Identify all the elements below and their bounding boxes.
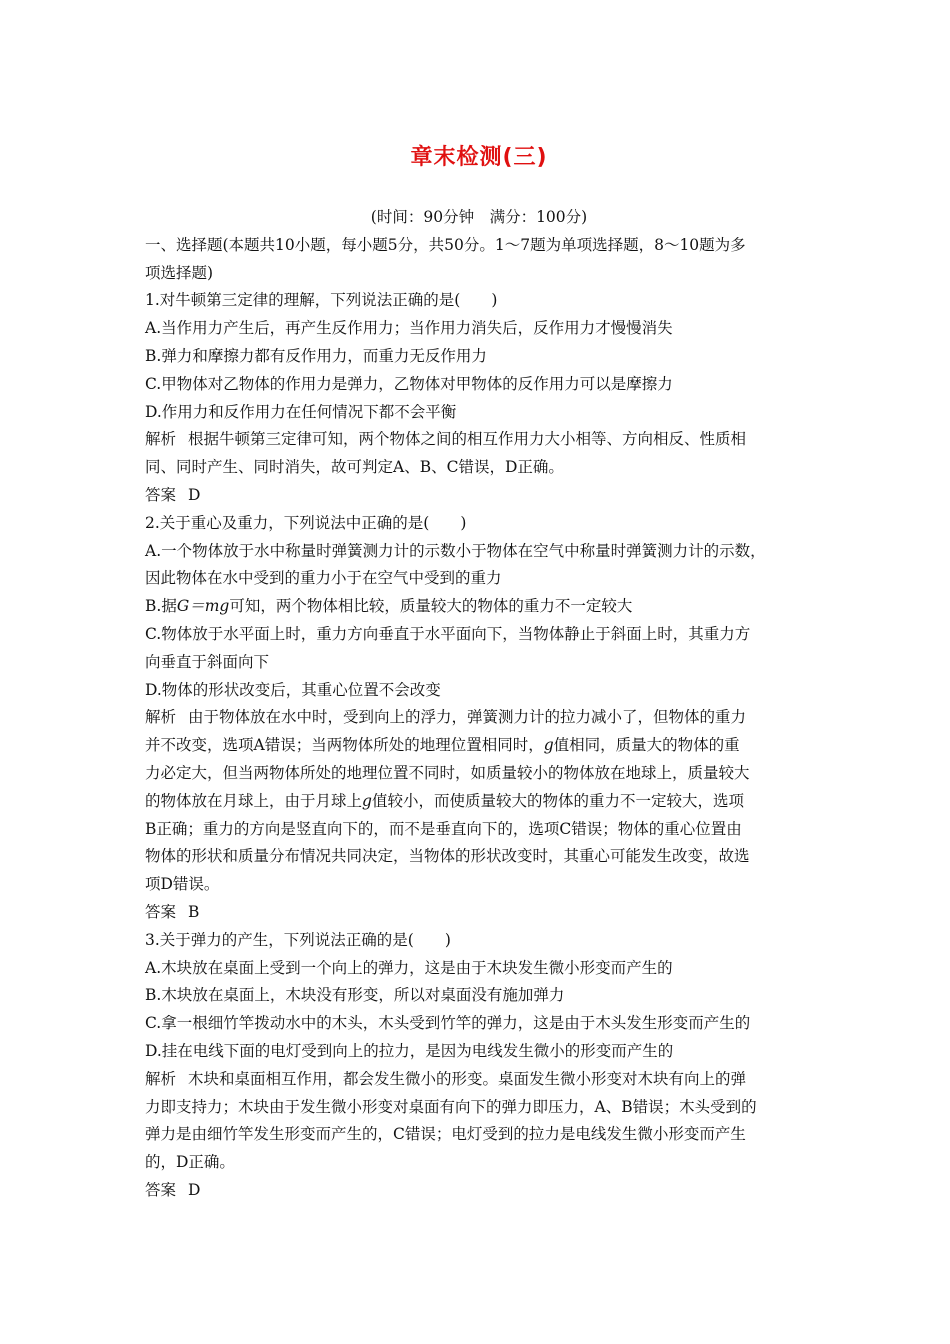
- q2-option-b: [145, 593, 813, 621]
- q1-answer-value: D: [188, 485, 201, 504]
- section-heading-line-1: 一、选择题(本题共10小题，每小题5分，共50分。1～7题为单项选择题，8～10题为多: [145, 235, 746, 254]
- q2-analysis-text-2a: 并不改变，选项A错误；当两物体所处的地理位置相同时，: [145, 736, 544, 755]
- q2-analysis-g-2: g: [362, 791, 372, 810]
- q3-analysis-text-1: 木块和桌面相互作用，都会发生微小的形变。桌面发生微小形变对木块有向上的弹: [188, 1069, 747, 1088]
- q1-analysis-text-1: 根据牛顿第三定律可知，两个物体之间的相互作用力大小相等、方向相反、性质相: [188, 430, 747, 449]
- q2-analysis-text-4a: 的物体放在月球上，由于月球上: [145, 791, 363, 810]
- q2-analysis-text-2b: 值相同，质量大的物体的重: [553, 736, 740, 755]
- q1-analysis-label: 解析: [145, 430, 177, 449]
- q1-stem: 1.对牛顿第三定律的理解，下列说法正确的是( ): [145, 291, 498, 310]
- q3-option-b: B.木块放在桌面上，木块没有形变，所以对桌面没有施加弹力: [145, 986, 565, 1005]
- q2-analysis-line-6: 物体的形状和质量分布情况共同决定，当物体的形状改变时，其重心可能发生改变，故选: [145, 847, 750, 866]
- q2-analysis-text-1: 由于物体放在水中时，受到向上的浮力，弹簧测力计的拉力减小了，但物体的重力: [188, 708, 747, 727]
- q2-answer-label: 答案: [145, 902, 177, 921]
- q2-option-b-pre: B.据: [145, 597, 177, 616]
- q2-option-a-line-1: A.一个物体放于水中称量时弹簧测力计的示数小于物体在空气中称量时弹簧测力计的示数，: [145, 541, 766, 560]
- q2-option-d: D.物体的形状改变后，其重心位置不会改变: [145, 680, 441, 699]
- q2-option-a-line-2: 因此物体在水中受到的重力小于在空气中受到的重力: [145, 569, 502, 588]
- q2-analysis-line-4: [145, 788, 813, 816]
- q3-answer-label: 答案: [145, 1180, 177, 1199]
- q2-answer: [145, 899, 813, 927]
- q2-analysis-line-1: [145, 704, 813, 732]
- q3-analysis-line-3: 弹力是由细竹竿发生形变而产生的，C错误；电灯受到的拉力是电线发生微小形变而产生: [145, 1125, 746, 1144]
- q3-answer: [145, 1177, 813, 1205]
- q3-analysis-line-4: 的，D正确。: [145, 1153, 235, 1172]
- q2-option-c-line-1: C.物体放于水平面上时，重力方向垂直于水平面向下，当物体静止于斜面上时，其重力方: [145, 624, 751, 643]
- q2-answer-value: B: [188, 902, 200, 921]
- q3-analysis-line-1: [145, 1066, 813, 1094]
- exam-meta: (时间：90分钟 满分：100分): [370, 208, 588, 226]
- q2-stem: 2.关于重心及重力，下列说法中正确的是( ): [145, 513, 467, 532]
- q3-answer-value: D: [188, 1180, 201, 1199]
- q1-option-c: C.甲物体对乙物体的作用力是弹力，乙物体对甲物体的反作用力可以是摩擦力: [145, 374, 673, 393]
- q1-option-d: D.作用力和反作用力在任何情况下都不会平衡: [145, 402, 457, 421]
- q2-analysis-text-4b: 值较小，而使质量较大的物体的重力不一定较大，选项: [371, 791, 744, 810]
- q3-analysis-label: 解析: [145, 1069, 177, 1088]
- q3-option-a: A.木块放在桌面上受到一个向上的弹力，这是由于木块发生微小形变而产生的: [145, 958, 673, 977]
- q1-analysis-line-1: [145, 426, 813, 454]
- q1-answer: [145, 482, 813, 510]
- q2-option-c-line-2: 向垂直于斜面向下: [145, 652, 270, 671]
- q2-analysis-line-3: 力必定大，但当两物体所处的地理位置不同时，如质量较小的物体放在地球上，质量较大: [145, 763, 750, 782]
- q1-answer-label: 答案: [145, 485, 177, 504]
- q1-option-b: B.弹力和摩擦力都有反作用力，而重力无反作用力: [145, 346, 487, 365]
- page-title: 章末检测(三): [410, 145, 548, 170]
- q3-option-c: C.拿一根细竹竿拨动水中的木头，木头受到竹竿的弹力，这是由于木头发生形变而产生的: [145, 1014, 751, 1033]
- q3-stem: 3.关于弹力的产生，下列说法正确的是( ): [145, 930, 451, 949]
- document-page: [145, 140, 813, 1205]
- q2-analysis-g-1: g: [543, 736, 554, 755]
- q2-analysis-line-2: [145, 732, 813, 760]
- q1-option-a: A.当作用力产生后，再产生反作用力；当作用力消失后，反作用力才慢慢消失: [145, 319, 673, 338]
- q2-analysis-line-5: B正确；重力的方向是竖直向下的，而不是垂直向下的，选项C错误；物体的重心位置由: [145, 819, 742, 838]
- q2-option-b-formula: G＝mg: [176, 597, 230, 616]
- q3-option-d: D.挂在电线下面的电灯受到向上的拉力，是因为电线发生微小的形变而产生的: [145, 1041, 674, 1060]
- q1-analysis-line-2: 同、同时产生、同时消失，故可判定A、B、C错误，D正确。: [145, 458, 564, 477]
- q2-analysis-label: 解析: [145, 708, 177, 727]
- q3-analysis-line-2: 力即支持力；木块由于发生微小形变对桌面有向下的弹力即压力，A、B错误；木头受到的: [145, 1097, 757, 1116]
- q2-analysis-line-7: 项D错误。: [145, 875, 220, 894]
- section-heading-line-2: 项选择题): [145, 263, 214, 282]
- q2-option-b-post: 可知，两个物体相比较，质量较大的物体的重力不一定较大: [229, 597, 633, 616]
